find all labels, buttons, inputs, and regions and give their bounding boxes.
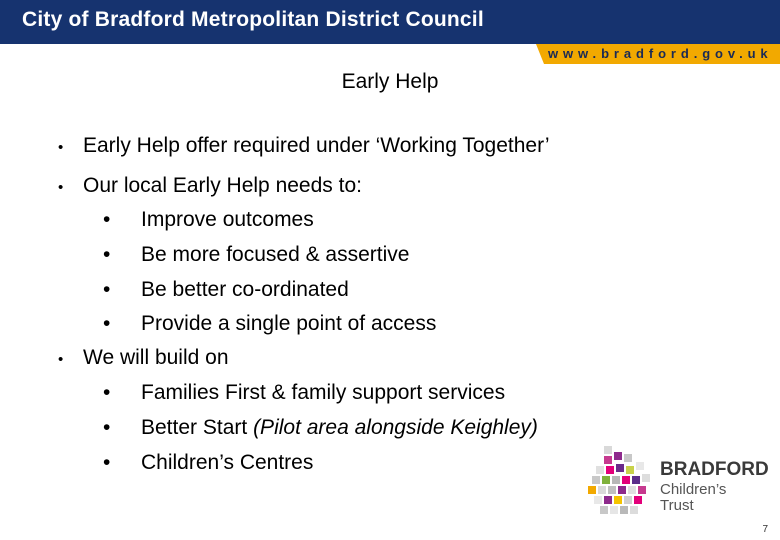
logo-subtitle-line-1: Children’s [660,481,727,498]
bullet-dot: • [58,139,64,156]
sub-bullet-item: Children’s Centres [141,451,314,474]
logo-wordmark: BRADFORD [660,459,769,480]
better-start-label: Better Start [141,416,248,439]
bullet-item: Our local Early Help needs to: [83,174,362,197]
sub-bullet-dot: • [103,243,111,266]
sub-bullet-item: Be better co-ordinated [141,278,349,301]
sub-bullet-dot: • [103,416,111,439]
logo-subtitle-line-2: Trust [660,497,694,514]
sub-bullet-dot: • [103,451,111,474]
bullet-item: Early Help offer required under ‘Working Together’ [83,134,550,157]
sub-bullet-dot: • [103,278,111,301]
header-banner [0,0,780,64]
council-name: City of Bradford Metropolitan District Council [22,8,484,31]
council-website: www.bradford.gov.uk [548,46,773,61]
sub-bullet-item: Be more focused & assertive [141,243,410,266]
sub-bullet-item: Provide a single point of access [141,312,437,335]
bullet-dot: • [58,351,64,368]
sub-bullet-item [141,416,538,440]
sub-bullet-dot: • [103,312,111,335]
sub-bullet-dot: • [103,208,111,231]
bullet-item: We will build on [83,346,229,369]
page-number: 7 [762,524,768,535]
sub-bullet-dot: • [103,381,111,404]
bullet-dot: • [58,179,64,196]
better-start-note: (Pilot area alongside Keighley) [253,416,538,439]
sub-bullet-item: Families First & family support services [141,381,506,404]
sub-bullet-item: Improve outcomes [141,208,314,231]
slide-title: Early Help [341,70,439,93]
